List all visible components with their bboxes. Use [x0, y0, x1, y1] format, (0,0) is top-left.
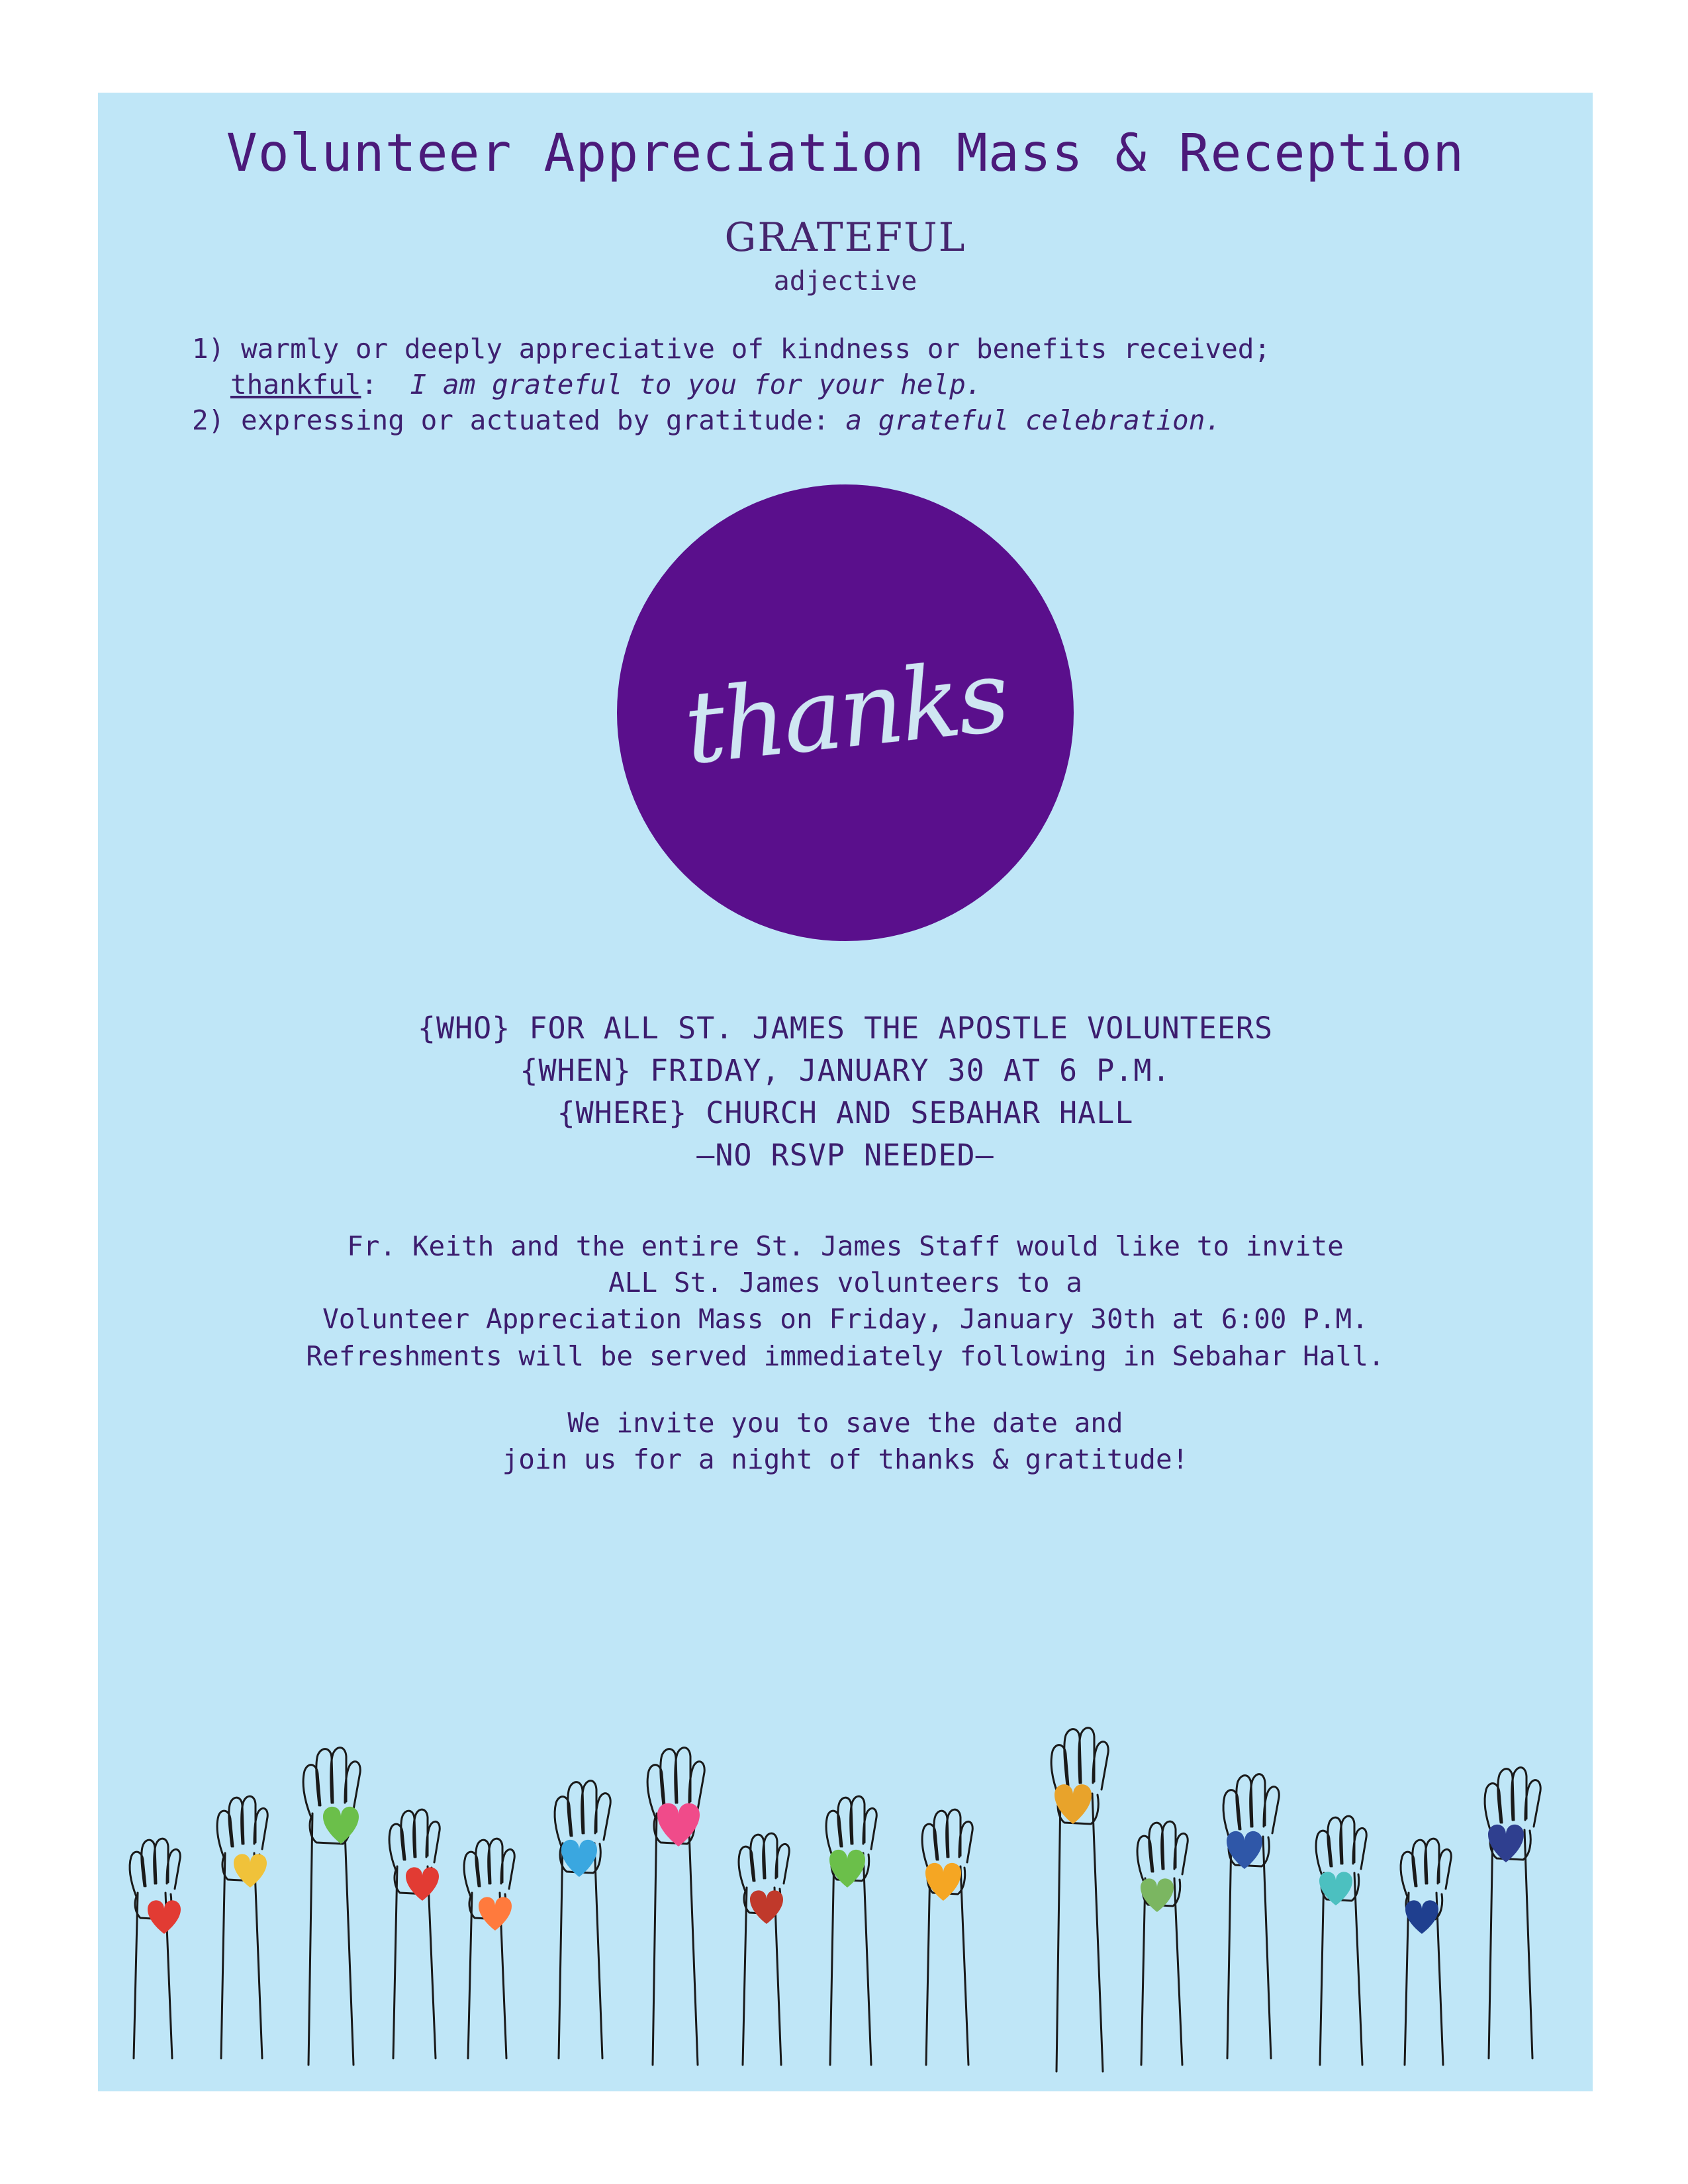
event-details	[98, 1007, 1593, 1177]
detail-where: {WHERE} CHURCH AND SEBAHAR HALL	[557, 1095, 1134, 1130]
part-of-speech: adjective	[773, 265, 917, 296]
heart-icon	[234, 1854, 267, 1888]
heart-icon	[925, 1863, 961, 1901]
heart-icon	[406, 1867, 439, 1901]
thanks-badge	[98, 484, 1593, 941]
closing-line-1: We invite you to save the date and	[567, 1407, 1123, 1439]
page-title: Volunteer Appreciation Mass & Reception	[226, 124, 1465, 183]
thanks-script-text: thanks	[679, 639, 1012, 788]
heart-icon	[479, 1897, 512, 1931]
definition-1-line-2	[192, 367, 1553, 402]
detail-when: {WHEN} FRIDAY, JANUARY 30 AT 6 P.M.	[520, 1053, 1171, 1089]
dictionary-word: GRATEFUL	[724, 214, 966, 261]
definition-block	[98, 331, 1593, 438]
closing-line-2: join us for a night of thanks & gratitude!	[502, 1443, 1189, 1476]
definition-colon: :	[361, 368, 410, 400]
thanks-circle	[617, 484, 1074, 941]
definition-2-line	[192, 402, 1553, 438]
body-line-2: ALL St. James volunteers to a	[608, 1267, 1082, 1299]
definition-thankful: thankful	[230, 368, 361, 400]
definition-2-prefix: 2) expressing or actuated by gratitude:	[192, 404, 846, 437]
heart-icon	[829, 1850, 865, 1888]
heart-icon	[1488, 1825, 1524, 1862]
definition-1-line-1: 1) warmly or deeply appreciative of kindness or benefits received;	[192, 332, 1271, 365]
detail-who: {WHO} FOR ALL ST. JAMES THE APOSTLE VOLUNTEERS	[417, 1011, 1274, 1046]
definition-1-example: I am grateful to you for your help.	[410, 368, 982, 400]
body-line-3: Volunteer Appreciation Mass on Friday, January 30th at 6:00 P.M.	[322, 1303, 1368, 1336]
heart-icon	[323, 1807, 359, 1844]
raised-hands-illustration	[98, 1641, 1593, 2091]
heart-icon	[750, 1890, 783, 1924]
heart-icon	[148, 1900, 181, 1934]
detail-rsvp: —NO RSVP NEEDED—	[696, 1137, 994, 1173]
flyer-page	[98, 93, 1593, 2091]
heart-icon	[1405, 1900, 1438, 1934]
heart-icon	[657, 1803, 700, 1846]
body-line-4: Refreshments will be served immediately following in Sebahar Hall.	[306, 1340, 1385, 1372]
heart-icon	[1227, 1831, 1262, 1869]
body-line-1: Fr. Keith and the entire St. James Staff would like to invite	[347, 1230, 1344, 1262]
body-spacer	[98, 1375, 1593, 1405]
definition-2-example: a grateful celebration.	[845, 404, 1222, 437]
invitation-body	[98, 1228, 1593, 1479]
